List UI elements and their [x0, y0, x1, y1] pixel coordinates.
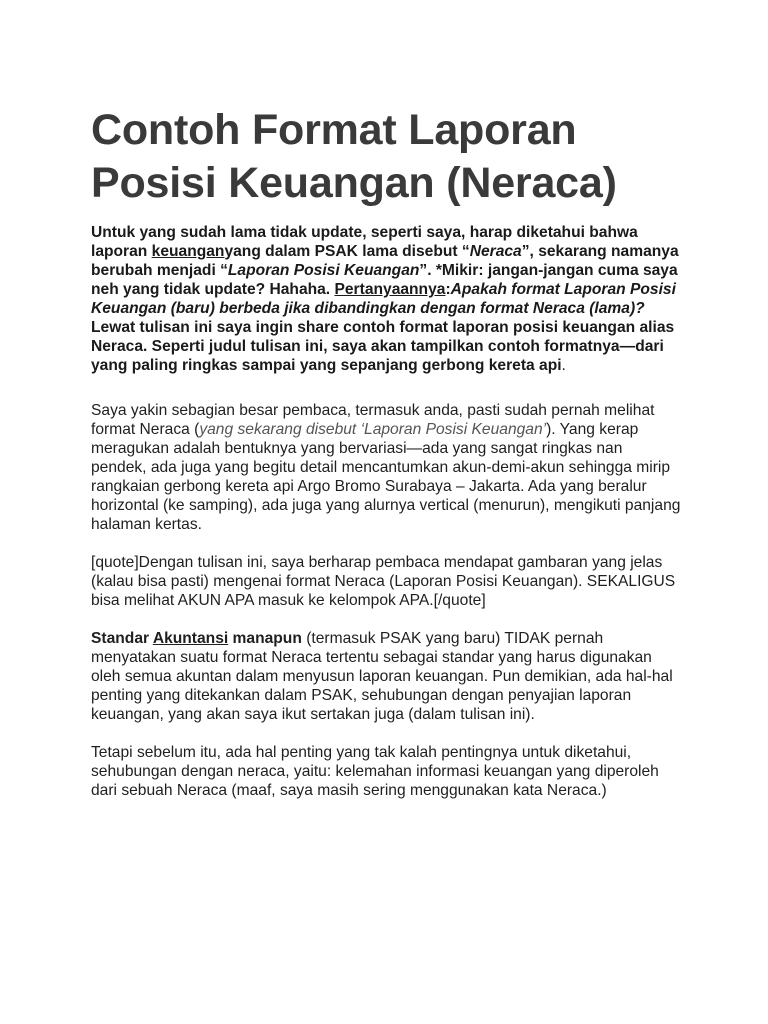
quote-paragraph: [quote]Dengan tulisan ini, saya berharap pembaca mendapat gambaran yang jelas (kalau bisa pasti) mengenai format Neraca (Laporan Posisi Keuangan). SEKALIGUS bisa melihat AKUN APA masuk ke kelompok APA.[/quote] [91, 554, 676, 609]
intro-text-2: yang dalam PSAK lama disebut “ [224, 243, 470, 260]
p2-aside: yang sekarang disebut ‘Laporan Posisi Keuangan’ [199, 421, 547, 438]
paragraph-5: Tetapi sebelum itu, ada hal penting yang tak kalah pentingnya untuk diketahui, sehubungan dengan neraca, yaitu: kelemahan informasi keuangan yang diperoleh dari sebuah Neraca (maaf, saya masih sering menggunakan kata Neraca.) [91, 744, 659, 799]
intro-lpk: Laporan Posisi Keuangan [227, 262, 420, 279]
intro-question: Apakah format Laporan Posisi Keuangan (baru) berbeda jika dibandingkan dengan format Neraca (lama)? [91, 281, 676, 317]
intro-pertanyaannya: Pertanyaannya [334, 281, 446, 298]
intro-text-1: Untuk yang sudah lama tidak update, seperti saya, harap diketahui bahwa laporan [91, 224, 638, 260]
intro-text-5: Lewat tulisan ini saya ingin share contoh format laporan posisi keuangan alias Neraca. Seperti judul tulisan ini, saya akan tampilkan contoh formatnya—dari yang paling ringkas sampai yang sepanjang gerbong kereta api [91, 319, 675, 374]
p4-bold-1: Standar [91, 630, 153, 647]
intro-period: . [561, 357, 566, 374]
paragraph-4 [91, 629, 681, 724]
article [91, 104, 681, 800]
link-akuntansi[interactable]: Akuntansi [152, 630, 229, 647]
paragraph-2 [91, 401, 681, 534]
p2-text-2: ). Yang kerap meragukan adalah bentuknya yang bervariasi—ada yang sangat ringkas nan pendek, ada juga yang begitu detail mencantumkan akun-demi-akun sehingga mirip rangkaian gerbong kereta api Argo Bromo Surabaya – Jakarta. Ada yang beralur horizontal (ke samping), ada juga yang alurnya vertical (menurun), mengikuti panjang halaman kertas. [91, 421, 681, 533]
intro-text-4: ”. *Mikir: jangan-jangan cuma saya neh yang tidak update? Hahaha. [91, 262, 678, 298]
intro-text-3: ”, sekarang namanya berubah menjadi “ [91, 243, 679, 279]
p4-bold-2: manapun [228, 630, 302, 647]
link-keuangan[interactable]: keuangan [151, 243, 225, 260]
p2-text-1: Saya yakin sebagian besar pembaca, termasuk anda, pasti sudah pernah melihat format Neraca ( [91, 402, 655, 438]
intro-colon: : [445, 281, 451, 298]
p4-text: (termasuk PSAK yang baru) TIDAK pernah menyatakan suatu format Neraca tertentu sebagai standar yang harus digunakan oleh semua akuntan dalam menyusun laporan keuangan. Pun demikian, ada hal-hal penting yang ditekankan dalam PSAK, sehubungan dengan penyajian laporan keuangan, yang akan saya ikut sertakan juga (dalam tulisan ini). [91, 630, 673, 723]
intro-paragraph [91, 223, 681, 375]
intro-neraca: Neraca [469, 243, 522, 260]
page-title: Contoh Format Laporan Posisi Keuangan (Neraca) [91, 106, 617, 207]
